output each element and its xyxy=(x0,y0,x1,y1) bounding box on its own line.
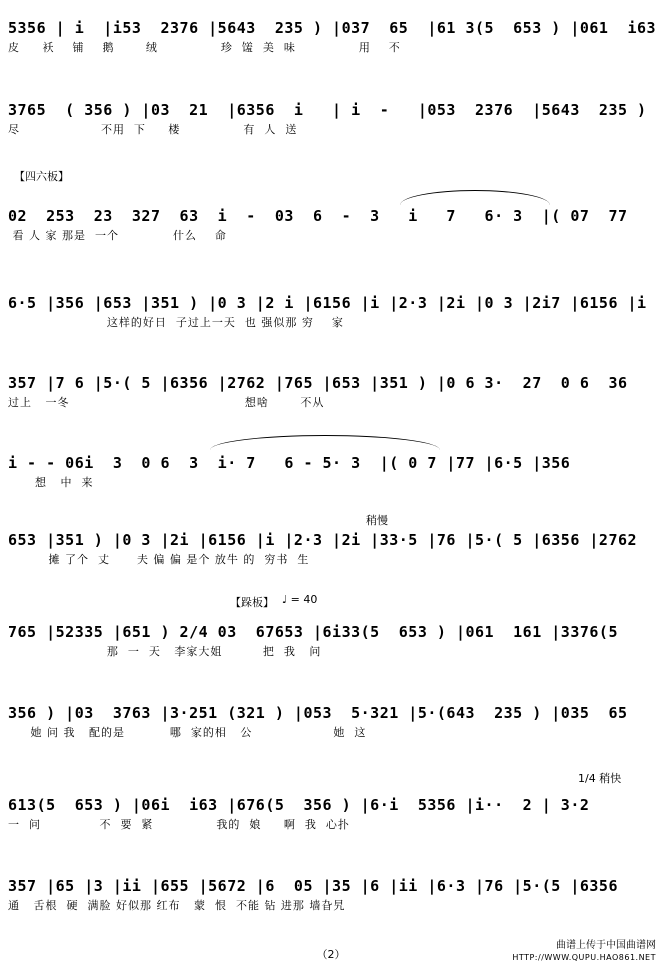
staff-line-1 xyxy=(8,18,656,55)
lyrics: 这样的好日 子过上一天 也 强似那 穷 家 xyxy=(8,316,344,329)
banshi-label: 【跺板】 xyxy=(230,596,274,609)
banshi-label: 【四六板】 xyxy=(14,170,69,183)
lyrics: 尽 不用 下 楼 有 人 送 xyxy=(8,123,298,136)
lyrics: 那 一 天 李家大姐 把 我 问 xyxy=(8,645,322,658)
watermark-url: HTTP://WWW.QUPU.HAO861.NET xyxy=(512,953,656,962)
staff-line-5 xyxy=(8,373,656,410)
tempo-marking: 稍慢 xyxy=(366,514,388,527)
lyrics: 她 问 我 配的是 哪 家的相 公 她 这 xyxy=(8,726,367,739)
notation: 6·5 |356 |653 |351 ) |0 3 |2 i |6156 |i |2·3 |2i |0 3 |2i7 |6156 |i xyxy=(8,294,647,312)
tempo-marking: 1/4 稍快 xyxy=(578,772,622,785)
staff-line-6 xyxy=(8,453,656,490)
lyrics: 摊 了个 丈 夫 偏 偏 是个 放牛 的 穷书 生 xyxy=(8,553,310,566)
staff-line-7 xyxy=(8,530,656,567)
staff-line-11 xyxy=(8,876,656,913)
notation: 356 ) |03 3763 |3·251 (321 ) |053 5·321 |5·(643 235 ) |035 65 xyxy=(8,704,628,722)
notation: 02 253 23 327 63 i - 03 6 - 3 i 7 6· 3 |( 07 77 xyxy=(8,207,628,225)
slur-mark xyxy=(400,190,550,205)
notation: 3765 ( 356 ) |03 21 |6356 i | i - |053 2376 |5643 235 ) xyxy=(8,101,647,119)
notation: 5356 | i |i53 2376 |5643 235 ) |037 65 |61 3(5 653 ) |061 i63 xyxy=(8,19,657,37)
staff-line-4 xyxy=(8,293,656,330)
lyrics: 皮 袄 铺 鹅 绒 珍 馐 美 味 用 不 xyxy=(8,41,401,54)
staff-line-9 xyxy=(8,703,656,740)
notation: i - - 06i 3 0 6 3 i· 7 6 - 5· 3 |( 0 7 |77 |6·5 |356 xyxy=(8,454,571,472)
watermark xyxy=(512,940,656,964)
lyrics: 过上 一冬 想啥 不从 xyxy=(8,396,325,409)
staff-line-3 xyxy=(8,206,656,243)
staff-line-2 xyxy=(8,100,656,137)
lyrics: 看 人 家 那是 一个 什么 命 xyxy=(8,229,227,242)
lyrics: 一 问 不 要 紧 我的 娘 啊 我 心扑 xyxy=(8,818,350,831)
staff-line-8 xyxy=(8,622,656,659)
lyrics: 想 中 来 xyxy=(8,476,94,489)
tempo-marking: ♩ = 40 xyxy=(282,593,318,606)
slur-mark xyxy=(210,435,440,450)
staff-line-10 xyxy=(8,795,656,832)
notation: 653 |351 ) |0 3 |2i |6156 |i |2·3 |2i |33·5 |76 |5·( 5 |6356 |2762 xyxy=(8,531,638,549)
notation: 765 |52335 |651 ) 2/4 03 67653 |6i33(5 653 ) |061 161 |3376(5 xyxy=(8,623,618,641)
watermark-text: 曲谱上传于中国曲谱网 xyxy=(556,940,656,951)
notation: 357 |7 6 |5·( 5 |6356 |2762 |765 |653 |351 ) |0 6 3· 27 0 6 36 xyxy=(8,374,628,392)
page-number: （2） xyxy=(316,948,346,961)
lyrics: 通 舌根 硬 满脸 好似那 红布 蒙 恨 不能 钻 进那 墙旮旯 xyxy=(8,899,346,912)
notation: 613(5 653 ) |06i i63 |676(5 356 ) |6·i 5356 |i·· 2 | 3·2 xyxy=(8,796,590,814)
notation: 357 |65 |3 |ii |655 |5672 |6 05 |35 |6 |ii |6·3 |76 |5·(5 |6356 xyxy=(8,877,618,895)
